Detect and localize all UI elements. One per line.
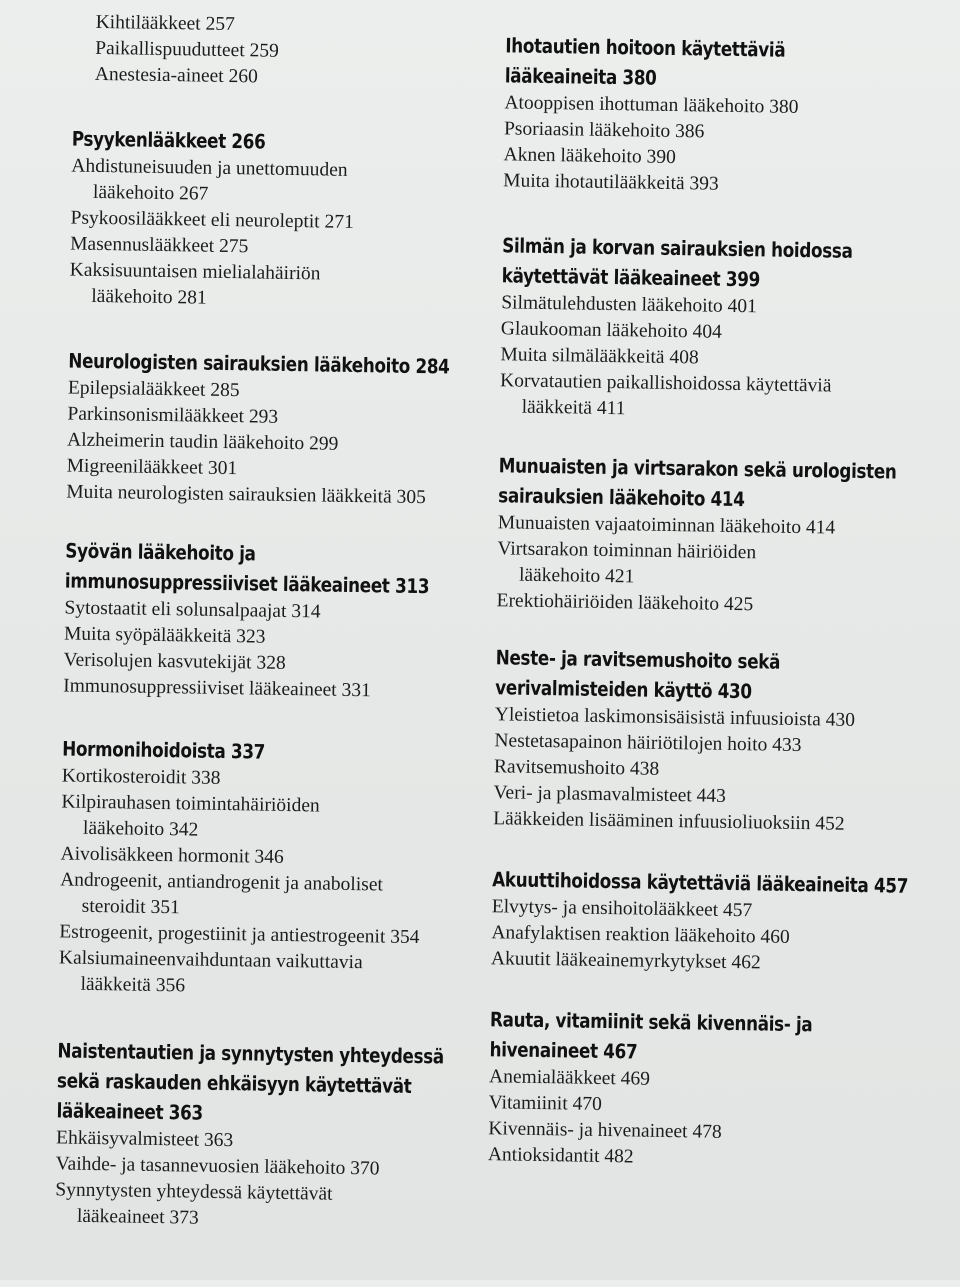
toc-entry: Nestetasapainon häiriötilojen hoito 433 [494, 728, 914, 761]
toc-section-naistentautien [55, 1035, 478, 1236]
toc-section-silman [499, 230, 922, 427]
section-heading: Syövän lääkehoito ja immunosuppressiiviset lääkeaineet 313 [65, 535, 486, 602]
section-heading: Neste- ja ravitsemushoito sekä verivalmisteiden käyttö 430 [495, 642, 916, 709]
toc-entry: Erektiohäiriöiden lääkehoito 425 [496, 588, 916, 621]
toc-entry: Antioksidantit 482 [488, 1142, 908, 1175]
section-heading: Naistentautien ja synnytysten yhteydessä sekä raskauden ehkäisyyn käytettävät lääkeaineet 363 [56, 1035, 477, 1132]
toc-entry: Estrogeenit, progestiinit ja antiestrogeenit 354 [59, 919, 479, 952]
toc-entry: Aknen lääkehoito 390 [503, 142, 923, 175]
toc-section-neste [493, 642, 916, 839]
section-heading: Silmän ja korvan sairauksien hoidossa käytettävät lääkeaineet 399 [501, 230, 922, 297]
toc-entry: Ehkäisyvalmisteet 363 [56, 1125, 476, 1158]
toc-section-hormonihoidoista [58, 733, 482, 1004]
toc-entry: Psoriaasin lääkehoito 386 [504, 116, 924, 149]
section-heading: Rauta, vitamiinit sekä kivennäis- ja hivenaineet 467 [489, 1004, 910, 1071]
toc-entry: Immunosuppressiiviset lääkeaineet 331 [63, 673, 483, 706]
toc-entry: Anemialääkkeet 469 [489, 1064, 909, 1097]
toc-entry: Synnytysten yhteydessä käytettävät lääkeaineet 373 [55, 1177, 476, 1236]
toc-entry: Alzheimerin taudin lääkehoito 299 [67, 427, 487, 460]
toc-entry: Verisolujen kasvutekijät 328 [63, 647, 483, 680]
toc-entry: Munuaisten vajaatoiminnan lääkehoito 414 [498, 510, 918, 543]
toc-entry: Vaihde- ja tasannevuosien lääkehoito 370 [56, 1151, 476, 1184]
toc-entry: Lääkkeiden lisääminen infuusioliuoksiin 452 [493, 806, 913, 839]
toc-entry: Anafylaktisen reaktion lääkehoito 460 [491, 920, 911, 953]
toc-section-akuuttihoidossa [491, 864, 913, 979]
intro-entries [73, 10, 494, 95]
toc-section-psyykenlaakkeet [69, 124, 492, 317]
toc-entry: Anestesia-aineet 260 [73, 62, 493, 95]
toc-entry: Kivennäis- ja hivenaineet 478 [488, 1116, 908, 1149]
toc-entry: Silmätulehdusten lääkehoito 401 [501, 290, 921, 323]
toc-entry: Glaukooman lääkehoito 404 [501, 316, 921, 349]
section-heading: Munuaisten ja virtsarakon sekä urologisten sairauksien lääkehoito 414 [498, 450, 919, 517]
toc-entry: Muita ihotautilääkkeitä 393 [503, 168, 923, 201]
toc-entry: Epilepsialääkkeet 285 [68, 375, 488, 408]
toc-entry: Kihtilääkkeet 257 [73, 10, 493, 43]
toc-entry: Aivolisäkkeen hormonit 346 [60, 841, 480, 874]
toc-section-munuaisten [496, 450, 919, 621]
toc-entry: Ravitsemushoito 438 [494, 754, 914, 787]
toc-entry: Yleistietoa laskimonsisäisistä infuusioista 430 [495, 702, 915, 735]
toc-entry: Elvytys- ja ensihoitolääkkeet 457 [492, 894, 912, 927]
toc-section-neurologisten [66, 346, 488, 513]
toc-entry: Masennuslääkkeet 275 [70, 232, 490, 265]
toc-entry: Androgeenit, antiandrogenit ja anaboliset steroidit 351 [60, 867, 481, 926]
toc-entry: Veri- ja plasmavalmisteet 443 [493, 780, 913, 813]
toc-entry: Kortikosteroidit 338 [62, 763, 482, 796]
toc-section-syovan [63, 535, 486, 706]
toc-entry: Vitamiinit 470 [489, 1090, 909, 1123]
section-heading: Neurologisten sairauksien lääkehoito 284 [68, 346, 488, 383]
toc-entry: Kalsiumaineenvaihduntaan vaikuttavia lääkkeitä 356 [58, 945, 479, 1004]
toc-entry: Kaksisuuntaisen mielialahäiriön lääkehoito 281 [69, 258, 490, 317]
section-heading: Ihotautien hoitoon käytettäviä lääkeaineita 380 [505, 30, 926, 97]
toc-entry: Migreenilääkkeet 301 [66, 453, 486, 486]
toc-entry: Muita syöpälääkkeitä 323 [64, 621, 484, 654]
section-heading: Akuuttihoidossa käytettäviä lääkeaineita 457 [492, 864, 912, 901]
right-column [506, 0, 926, 7]
toc-entry: Kilpirauhasen toimintahäiriöiden lääkehoito 342 [61, 789, 482, 848]
section-heading: Hormonihoidoista 337 [62, 733, 482, 770]
toc-entry: Ahdistuneisuuden ja unettomuuden lääkehoito 267 [71, 154, 492, 213]
toc-entry: Korvatautien paikallishoidossa käytettäviä lääkkeitä 411 [499, 368, 920, 427]
section-heading: Psyykenlääkkeet 266 [72, 124, 492, 161]
toc-entry: Virtsarakon toiminnan häiriöiden lääkehoito 421 [497, 536, 918, 595]
toc-entry: Akuutit lääkeainemyrkytykset 462 [491, 946, 911, 979]
toc-section-rauta [488, 1004, 911, 1175]
toc-entry: Atooppisen ihottuman lääkehoito 380 [504, 90, 924, 123]
toc-entry: Muita silmälääkkeitä 408 [500, 342, 920, 375]
toc-entry: Parkinsonismilääkkeet 293 [67, 401, 487, 434]
toc-entry: Paikallispuudutteet 259 [73, 36, 493, 69]
toc-entry: Muita neurologisten sairauksien lääkkeitä 305 [66, 479, 486, 512]
toc-entry: Sytostaatit eli solunsalpaajat 314 [64, 595, 484, 628]
toc-section-ihotautien [503, 30, 926, 201]
toc-entry: Psykoosilääkkeet eli neuroleptit 271 [70, 206, 490, 239]
